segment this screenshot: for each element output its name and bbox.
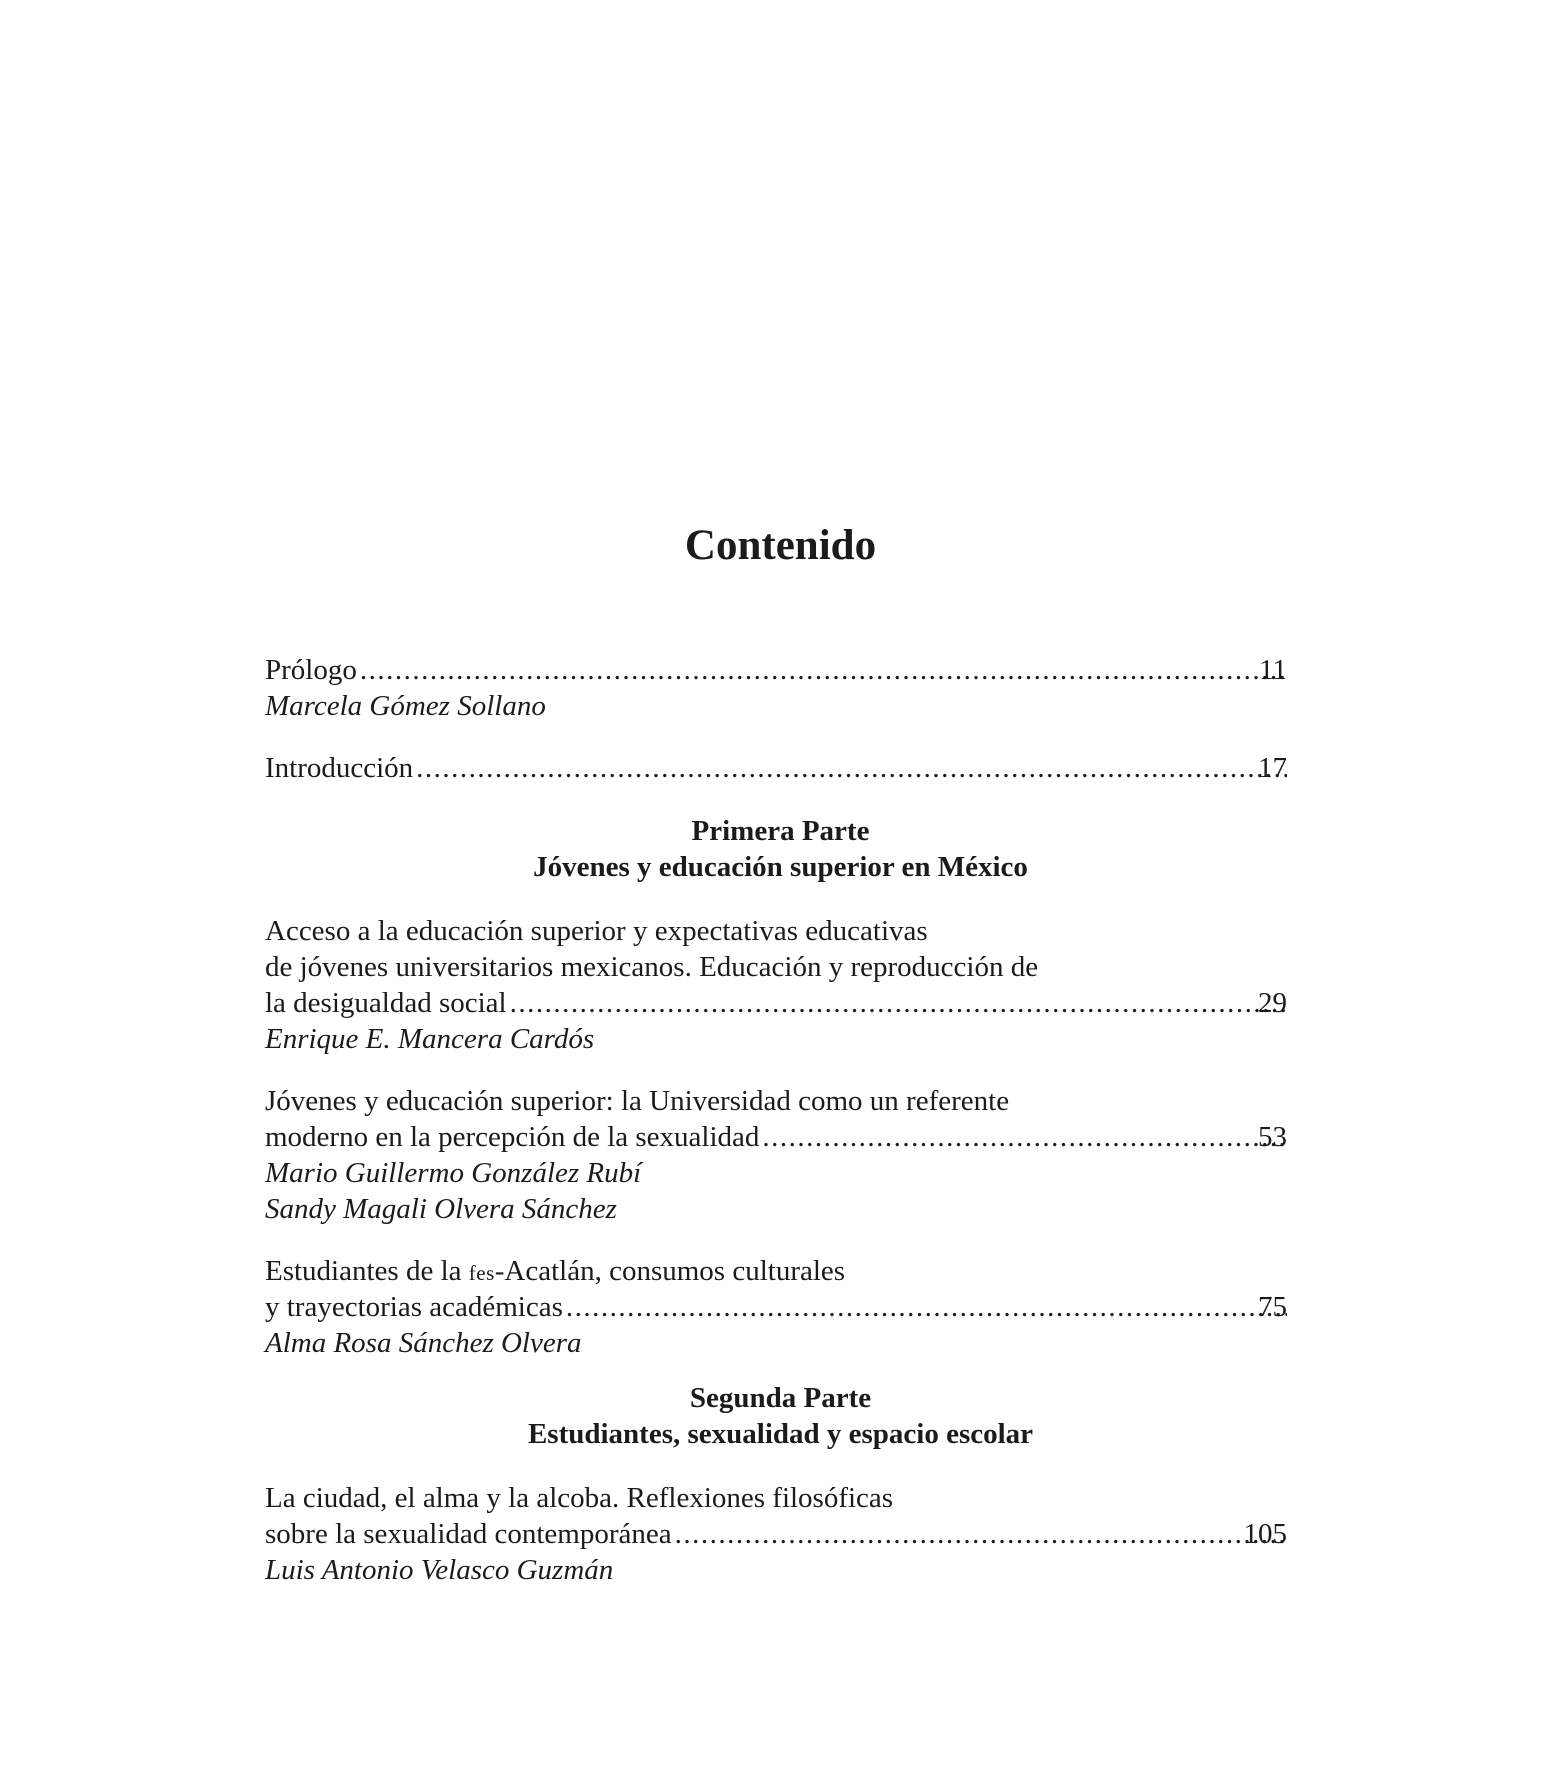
toc-entry-e3 <box>265 1289 1287 1325</box>
entry-author: Sandy Magali Olvera Sánchez <box>265 1193 617 1225</box>
fes-smallcaps: fes <box>468 1261 495 1285</box>
page-number: 53 <box>1258 1121 1287 1153</box>
dot-leader <box>360 652 1287 688</box>
toc-entry-introduccion <box>265 750 1287 786</box>
page-number: 105 <box>1243 1518 1287 1550</box>
dot-leader <box>762 1119 1287 1155</box>
entry-title-line <box>265 1253 1287 1289</box>
part-label: Segunda Parte <box>689 1382 872 1414</box>
entry-title: Prólogo <box>265 654 357 686</box>
entry-title-text: -Acatlán, consumos culturales <box>494 1255 846 1287</box>
entry-author: Alma Rosa Sánchez Olvera <box>265 1327 582 1359</box>
dot-leader <box>566 1289 1287 1325</box>
entry-title-text: Estudiantes de la <box>265 1255 469 1287</box>
entry-title: Introducción <box>265 752 414 784</box>
entry-title-line: moderno en la percepción de la sexualidad <box>265 1121 760 1153</box>
entry-title-line: de jóvenes universitarios mexicanos. Educación y reproducción de <box>265 951 1039 983</box>
dot-leader <box>416 750 1287 786</box>
entry-author: Luis Antonio Velasco Guzmán <box>265 1554 614 1586</box>
dot-leader <box>510 985 1287 1021</box>
toc-entry-e1 <box>265 985 1287 1021</box>
dot-leader <box>675 1516 1287 1552</box>
entry-author: Mario Guillermo González Rubí <box>265 1157 642 1189</box>
page-title: Contenido <box>684 522 877 569</box>
page-number: 11 <box>1259 654 1287 686</box>
part-subtitle: Jóvenes y educación superior en México <box>533 851 1028 883</box>
page-number: 75 <box>1258 1291 1287 1323</box>
page-number: 17 <box>1258 752 1287 784</box>
part-subtitle: Estudiantes, sexualidad y espacio escolar <box>527 1418 1034 1450</box>
toc-entry-prologo <box>265 652 1287 688</box>
toc-entry-e2 <box>265 1119 1287 1155</box>
entry-author: Enrique E. Mancera Cardós <box>265 1023 595 1055</box>
page-number: 29 <box>1258 987 1287 1019</box>
entry-title-line: Acceso a la educación superior y expectativas educativas <box>265 915 928 947</box>
entry-title-line: y trayectorias académicas <box>265 1291 563 1323</box>
part-label: Primera Parte <box>691 815 870 847</box>
entry-title-line: la desigualdad social <box>265 987 507 1019</box>
toc-entry-e4 <box>265 1516 1287 1552</box>
entry-title-line: La ciudad, el alma y la alcoba. Reflexiones filosóficas <box>265 1482 894 1514</box>
entry-author: Marcela Gómez Sollano <box>265 690 546 722</box>
entry-title-line: Jóvenes y educación superior: la Universidad como un referente <box>265 1085 1010 1117</box>
entry-title-line: sobre la sexualidad contemporánea <box>265 1518 672 1550</box>
